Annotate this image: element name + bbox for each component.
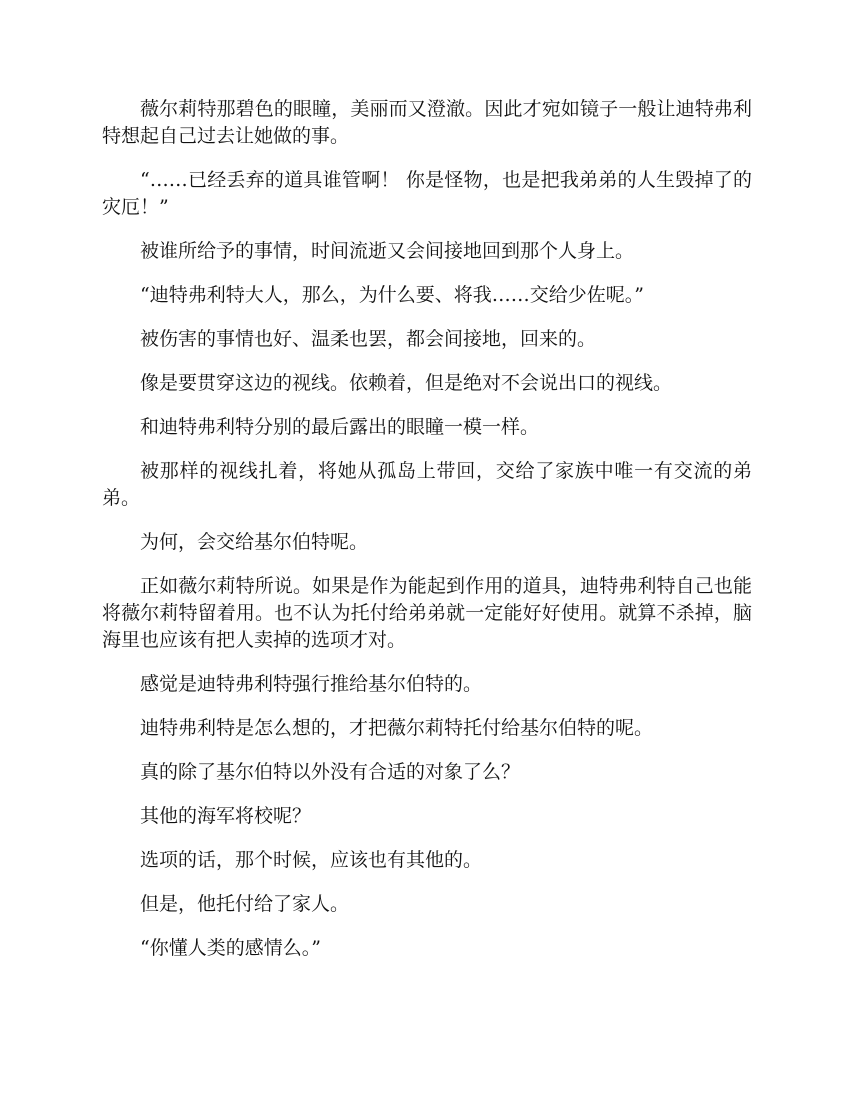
paragraph: 为何，会交给基尔伯特呢。 xyxy=(140,531,369,553)
paragraph: 被谁所给予的事情，时间流逝又会间接地回到那个人身上。 xyxy=(140,240,635,262)
paragraph: “你懂人类的感情么。” xyxy=(140,937,321,959)
paragraph: “迪特弗利特大人，那么，为什么要、将我……交给少佐呢。” xyxy=(140,284,644,306)
paragraph: 被那样的视线扎着，将她从孤岛上带回，交给了家族中唯一有交流的弟弟。 xyxy=(102,460,752,509)
paragraph: 和迪特弗利特分别的最后露出的眼瞳一模一样。 xyxy=(140,416,540,438)
paragraph: 但是，他托付给了家人。 xyxy=(140,893,350,915)
paragraph: 正如薇尔莉特所说。如果是作为能起到作用的道具，迪特弗利特自己也能将薇尔莉特留着用。也不认为托付给弟弟就一定能好好使用。就算不杀掉，脑海里也应该有把人卖掉的选项才对。 xyxy=(102,575,752,651)
paragraph: 薇尔莉特那碧色的眼瞳，美丽而又澄澈。因此才宛如镜子一般让迪特弗利特想起自己过去让她做的事。 xyxy=(102,98,752,147)
paragraph: “……已经丢弃的道具谁管啊！ 你是怪物，也是把我弟弟的人生毁掉了的灾厄！” xyxy=(102,169,752,218)
paragraph: 选项的话，那个时候，应该也有其他的。 xyxy=(140,849,483,871)
paragraph: 像是要贯穿这边的视线。依赖着，但是绝对不会说出口的视线。 xyxy=(140,372,673,394)
paragraph: 感觉是迪特弗利特强行推给基尔伯特的。 xyxy=(140,673,483,695)
paragraph: 迪特弗利特是怎么想的，才把薇尔莉特托付给基尔伯特的呢。 xyxy=(140,717,654,739)
paragraph: 被伤害的事情也好、温柔也罢，都会间接地，回来的。 xyxy=(140,328,597,350)
body-text xyxy=(102,96,752,979)
paragraph: 其他的海军将校呢？ xyxy=(140,805,312,827)
paragraph: 真的除了基尔伯特以外没有合适的对象了么？ xyxy=(140,761,521,783)
